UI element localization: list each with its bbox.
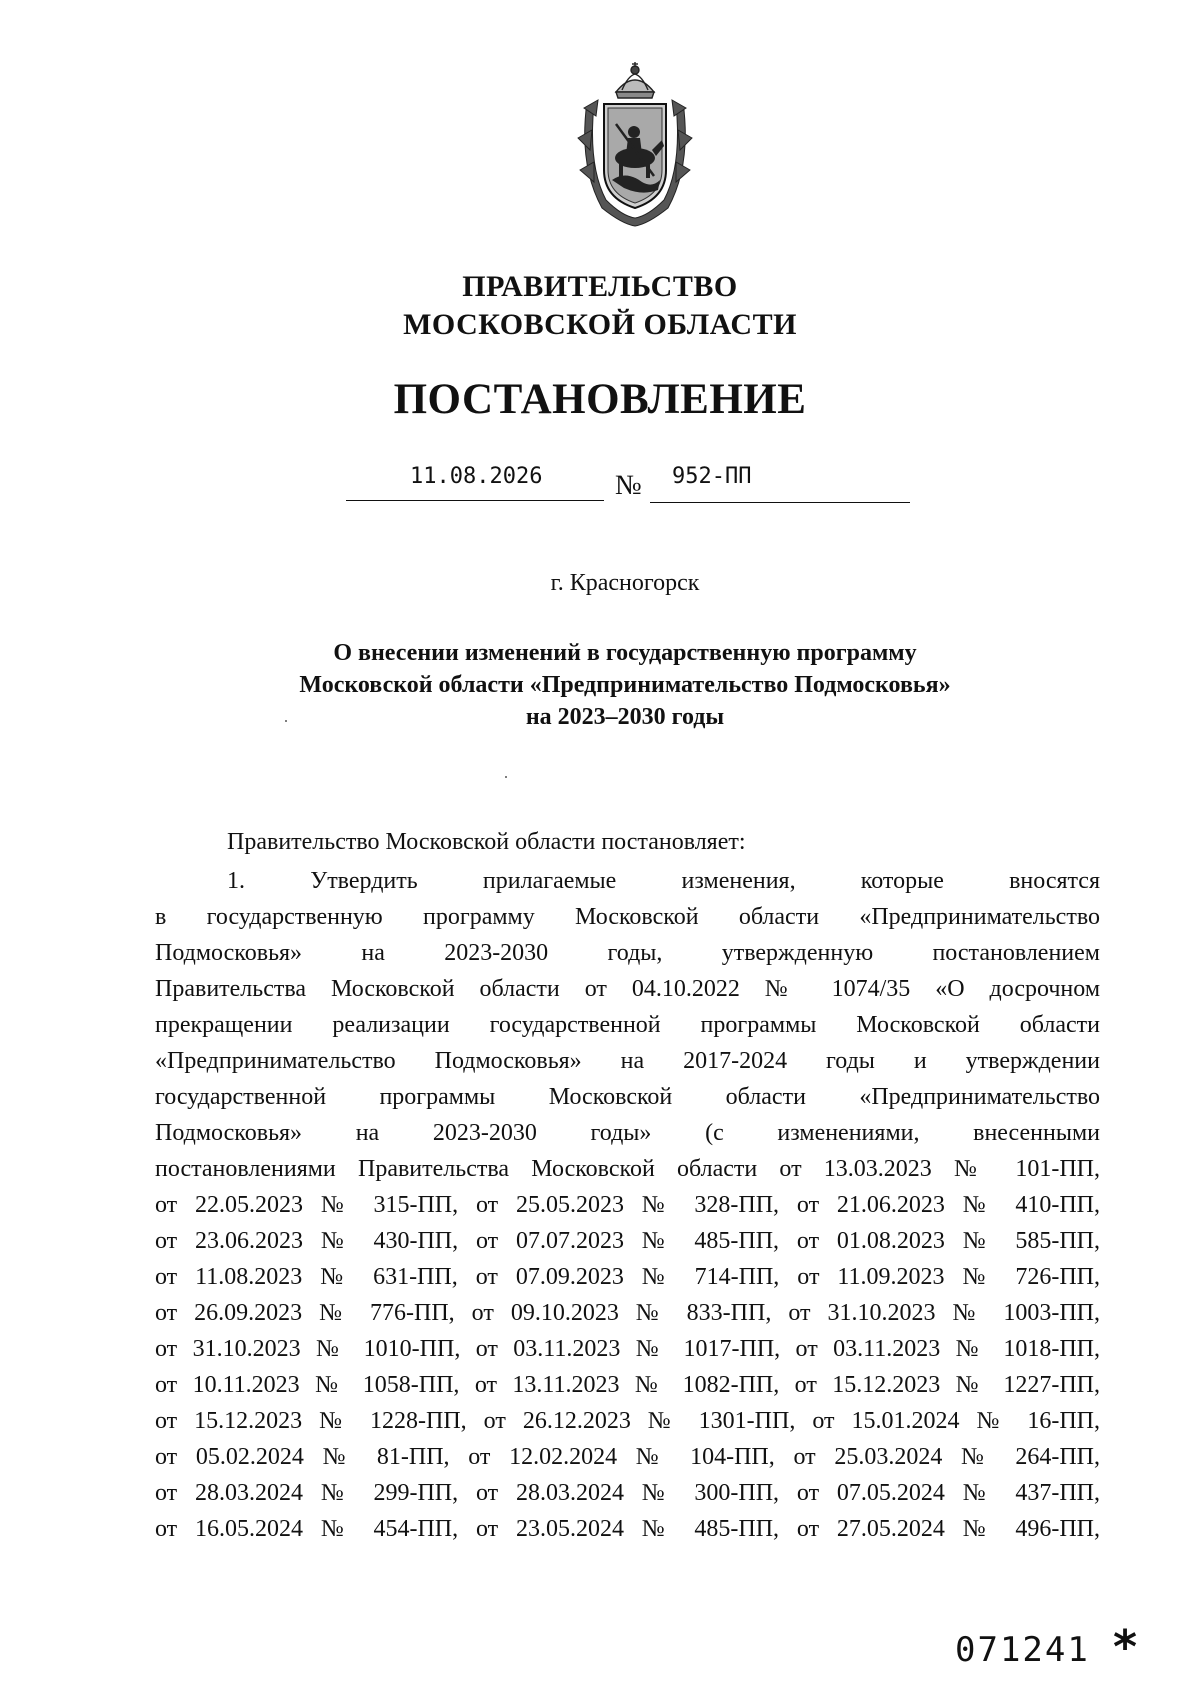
decree-number: 952-ПП: [672, 464, 752, 489]
date-underline: [346, 500, 604, 501]
body-line: от 05.02.2024 № 81-ПП, от 12.02.2024 № 104-ПП, от 25.03.2024 № 264-ПП,: [155, 1444, 1100, 1470]
body-line: в государственную программу Московской области «Предпринимательство: [155, 904, 1100, 930]
scan-speck: [505, 776, 507, 778]
document-serial-code: 071241: [955, 1630, 1090, 1670]
body-line: прекращении реализации государственной программы Московской области: [155, 1012, 1100, 1038]
body-line: от 15.12.2023 № 1228-ПП, от 26.12.2023 № 1301-ПП, от 15.01.2024 № 16-ПП,: [155, 1408, 1100, 1434]
serial-asterisk-mark: *: [1113, 1620, 1138, 1674]
body-line: от 11.08.2023 № 631-ПП, от 07.09.2023 № 714-ПП, от 11.09.2023 № 726-ПП,: [155, 1264, 1100, 1290]
body-line: от 28.03.2024 № 299-ПП, от 28.03.2024 № 300-ПП, от 07.05.2024 № 437-ПП,: [155, 1480, 1100, 1506]
city-name: г. Красногорск: [550, 570, 700, 596]
subject-line1: О внесении изменений в государственную программу: [333, 640, 917, 666]
number-sign: №: [615, 470, 642, 501]
body-line: Подмосковья» на 2023-2030 годы» (с изменениями, внесенными: [155, 1120, 1100, 1146]
decree-date: 11.08.2026: [410, 464, 543, 489]
body-line: постановлениями Правительства Московской области от 13.03.2023 № 101-ПП,: [155, 1156, 1100, 1182]
subject-line3: на 2023–2030 годы: [525, 704, 725, 730]
preamble-text: Правительство Московской области постановляет:: [227, 829, 746, 855]
scan-speck: [285, 720, 287, 722]
number-underline: [650, 502, 910, 503]
body-line: от 22.05.2023 № 315-ПП, от 25.05.2023 № 328-ПП, от 21.06.2023 № 410-ПП,: [155, 1192, 1100, 1218]
government-name-line2: МОСКОВСКОЙ ОБЛАСТИ: [403, 308, 797, 341]
subject-line2: Московской области «Предпринимательство Подмосковья»: [299, 672, 951, 698]
document-type-title: ПОСТАНОВЛЕНИЕ: [393, 376, 807, 423]
body-line: от 10.11.2023 № 1058-ПП, от 13.11.2023 № 1082-ПП, от 15.12.2023 № 1227-ПП,: [155, 1372, 1100, 1398]
body-line: от 31.10.2023 № 1010-ПП, от 03.11.2023 № 1017-ПП, от 03.11.2023 № 1018-ПП,: [155, 1336, 1100, 1362]
moscow-oblast-coat-of-arms-icon: [572, 58, 698, 230]
body-line: Подмосковья» на 2023-2030 годы, утвержденную постановлением: [155, 940, 1100, 966]
body-line: государственной программы Московской области «Предпринимательство: [155, 1084, 1100, 1110]
body-line: Правительства Московской области от 04.10.2022 № 1074/35 «О досрочном: [155, 976, 1100, 1002]
body-line: от 26.09.2023 № 776-ПП, от 09.10.2023 № 833-ПП, от 31.10.2023 № 1003-ПП,: [155, 1300, 1100, 1326]
body-line: 1. Утвердить прилагаемые изменения, которые вносятся: [227, 868, 1100, 894]
body-line: от 16.05.2024 № 454-ПП, от 23.05.2024 № 485-ПП, от 27.05.2024 № 496-ПП,: [155, 1516, 1100, 1542]
body-line: «Предпринимательство Подмосковья» на 2017-2024 годы и утверждении: [155, 1048, 1100, 1074]
body-line: от 23.06.2023 № 430-ПП, от 07.07.2023 № 485-ПП, от 01.08.2023 № 585-ПП,: [155, 1228, 1100, 1254]
government-name-line1: ПРАВИТЕЛЬСТВО: [462, 270, 738, 303]
